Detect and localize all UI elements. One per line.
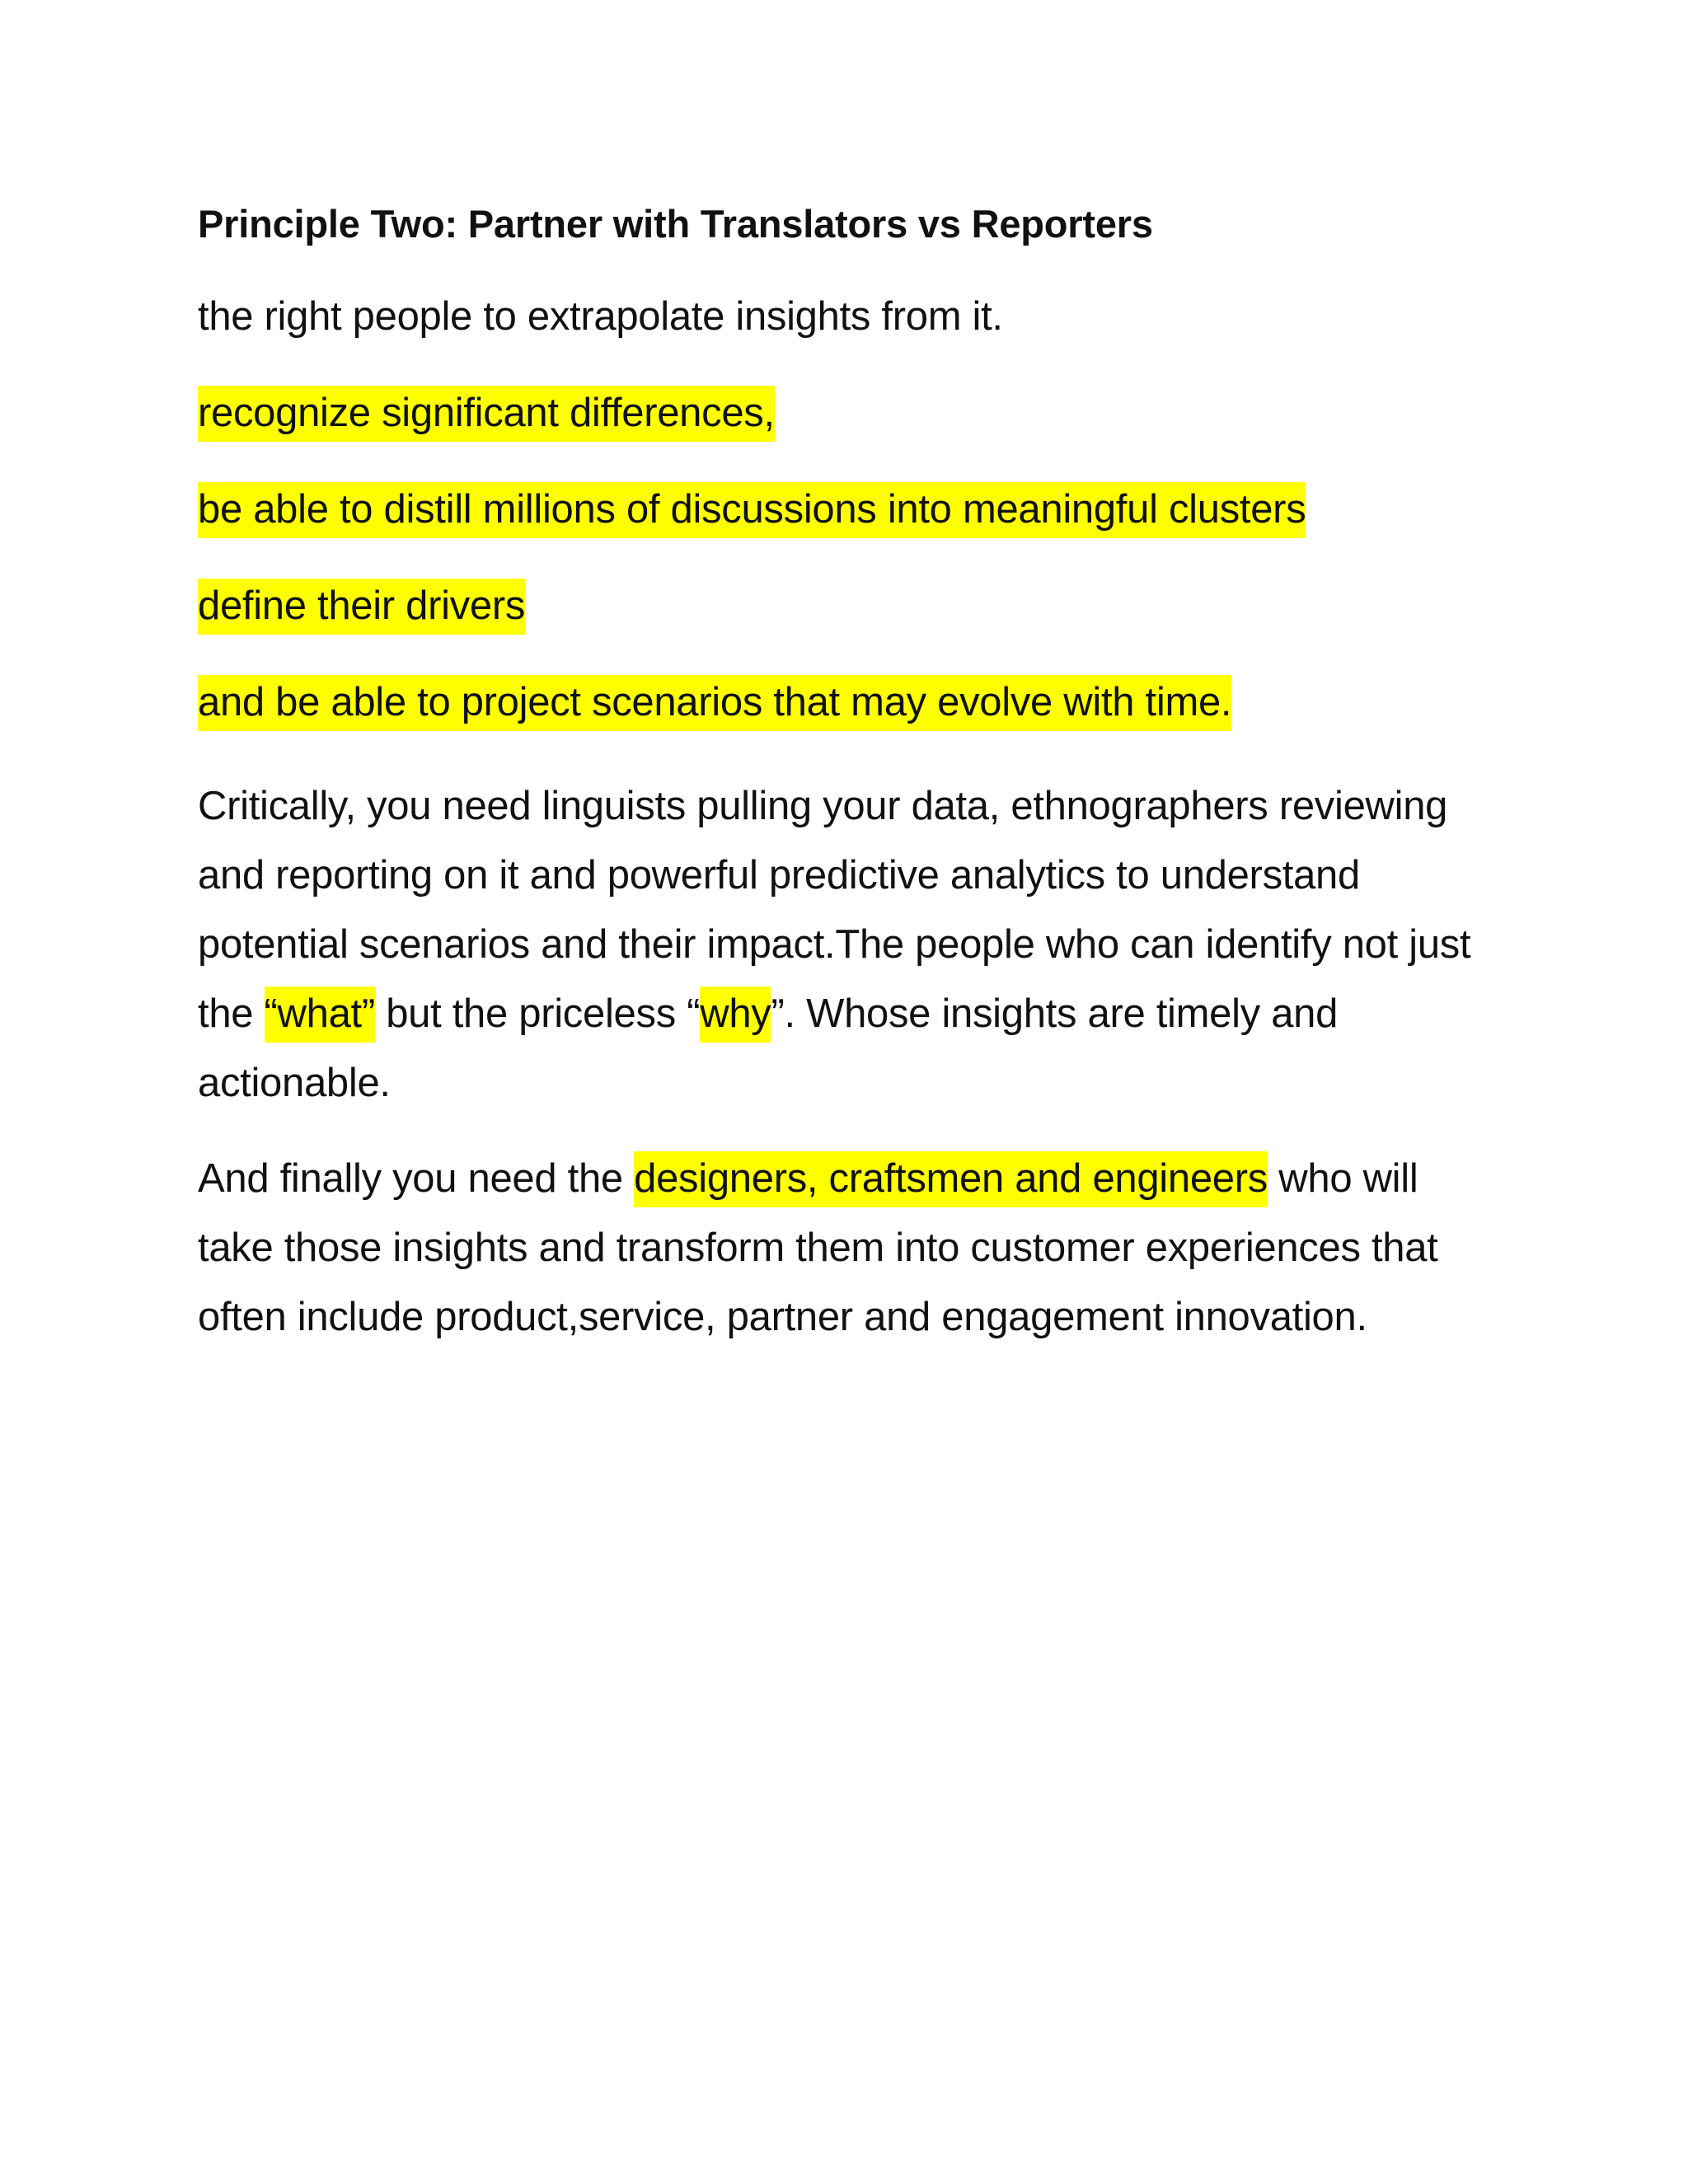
section-heading: Principle Two: Partner with Translators vs Reporters (198, 202, 1153, 246)
paragraph-text: Critically, you need linguists pulling your data, ethnographers reviewing and reporting on it and powerful predictive analytics to understand potential scenarios and their impact.The people who can identify not just the (198, 784, 1471, 1036)
highlight-line-2 (198, 482, 1500, 537)
highlighted-text: define their drivers (198, 579, 525, 635)
highlighted-text: recognize significant differences, (198, 386, 775, 442)
paragraph-designers (198, 1144, 1500, 1352)
highlighted-what: “what” (265, 987, 375, 1043)
highlight-line-4 (198, 675, 1500, 729)
intro-line: the right people to extrapolate insights from it. (198, 294, 1003, 339)
highlighted-designers: designers, craftsmen and engineers (634, 1151, 1268, 1207)
paragraph-text: And finally you need the (198, 1156, 635, 1201)
paragraph-text: who will take those insights and transform them into customer experiences that often include product,service, partner and engagement innovation. (198, 1156, 1438, 1339)
document-body (198, 200, 1500, 1378)
highlighted-text: be able to distill millions of discussions into meaningful clusters (198, 482, 1306, 538)
paragraph-text: ”. Whose insights are timely and actionable. (198, 991, 1339, 1105)
highlighted-why: why (700, 987, 771, 1043)
highlight-line-3 (198, 579, 1500, 633)
paragraph-text: but the priceless “ (374, 991, 701, 1036)
highlighted-text: and be able to project scenarios that may evolve with time. (198, 675, 1231, 731)
paragraph-translators (198, 771, 1500, 1118)
highlight-line-1 (198, 386, 1500, 440)
